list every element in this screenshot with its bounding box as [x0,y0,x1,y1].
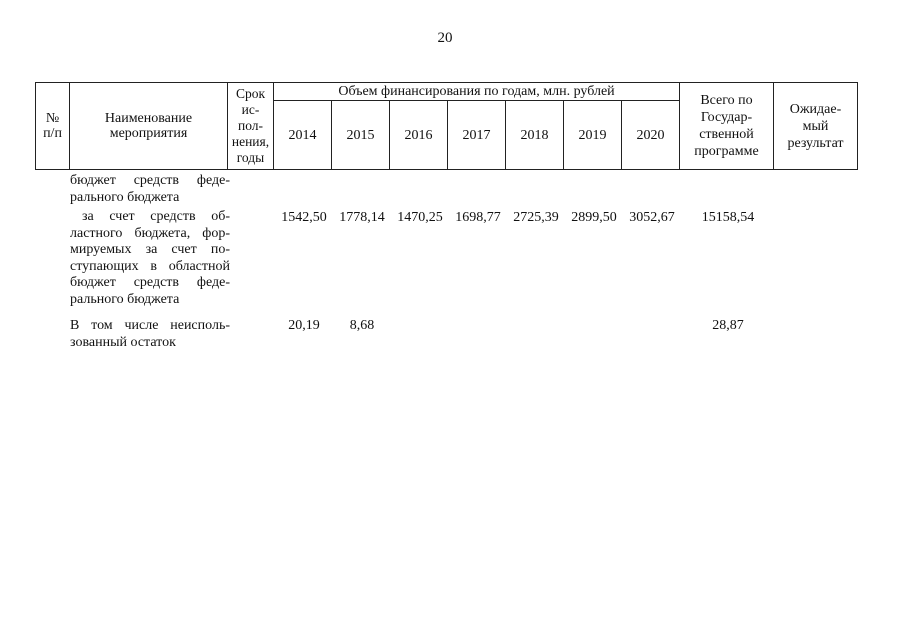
header-year: 2016 [390,101,448,170]
header-total: Всего по Государ- ственной программе [680,83,774,170]
value-2015: 1778,14 [339,210,385,225]
value-2018: 2725,39 [513,210,559,225]
value-2020: 3052,67 [629,210,675,225]
value-2019: 2899,50 [571,210,617,225]
header-result: Ожидае- мый результат [774,83,858,170]
page-number: 20 [437,30,453,46]
row-name: бюджет средств феде- рального бюджета [70,173,230,205]
value-2016: 1470,25 [397,210,443,225]
row-name: за счет средств об- ластного бюджета, фор- мируемых за счет по- ступающих в областной бюджет средств феде- рального бюджета [70,209,230,307]
header-year: 2018 [506,101,564,170]
header-volume-group: Объем финансирования по годам, млн. рублей [274,83,680,101]
value-2017: 1698,77 [455,210,501,225]
header-year: 2014 [274,101,332,170]
header-year: 2019 [564,101,622,170]
header-year: 2017 [448,101,506,170]
value-2014: 1542,50 [281,210,327,225]
value-2015: 8,68 [349,318,375,333]
value-total: 15158,54 [701,210,755,225]
header-term: Срок ис- пол- нения, годы [228,83,274,170]
table-header [35,82,858,170]
header-num: № п/п [36,83,70,170]
value-2014: 20,19 [288,318,320,333]
value-total: 28,87 [712,318,744,333]
header-name: Наименование мероприятия [70,83,228,170]
header-year: 2020 [622,101,680,170]
row-name: В том числе неисполь- зованный остаток [70,318,230,350]
header-year: 2015 [332,101,390,170]
